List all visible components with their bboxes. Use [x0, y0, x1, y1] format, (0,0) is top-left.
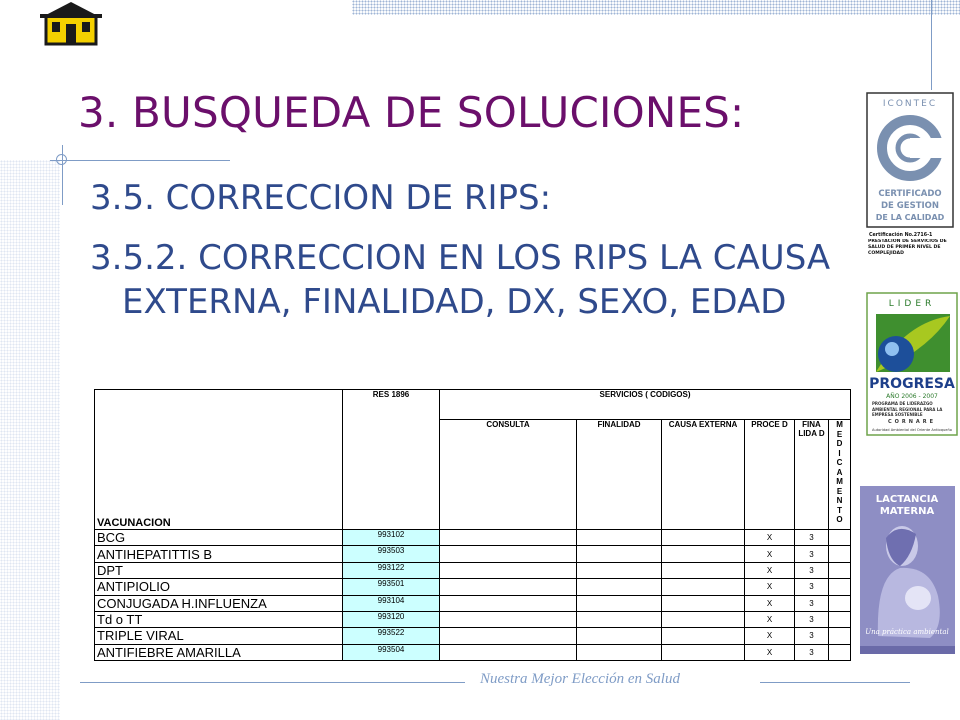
consulta-cell [440, 546, 577, 562]
vaccine-code: 993102 [343, 530, 440, 546]
footer-divider-left [80, 682, 465, 683]
vaccine-name: CONJUGADA H.INFLUENZA [95, 595, 343, 611]
vaccine-code: 993104 [343, 595, 440, 611]
table-row [95, 562, 851, 578]
table-header-row [95, 390, 851, 420]
vaccine-name: ANTIHEPATITTIS B [95, 546, 343, 562]
causa-externa-cell [662, 562, 745, 578]
table-row [95, 530, 851, 546]
slide-title: 3. BUSQUEDA DE SOLUCIONES: [78, 88, 745, 137]
finalidad-cell [577, 644, 662, 660]
table-row [95, 595, 851, 611]
proced-mark: X [745, 595, 795, 611]
lider-progresa-logo [866, 292, 958, 436]
proced-mark: X [745, 546, 795, 562]
icontec-line3: DE LA CALIDAD [875, 213, 945, 222]
vaccine-code: 993503 [343, 546, 440, 562]
causa-externa-cell [662, 546, 745, 562]
finalidad-cell [577, 546, 662, 562]
vaccine-code: 993501 [343, 579, 440, 595]
medicamento-header-text: M E D I C A M E N T O [836, 420, 843, 524]
causa-externa-cell [662, 579, 745, 595]
consulta-cell [440, 562, 577, 578]
proced-mark: X [745, 644, 795, 660]
medicamento-cell [829, 595, 851, 611]
consulta-header: CONSULTA [440, 420, 577, 530]
finalidad-value: 3 [795, 530, 829, 546]
lider-name: PROGRESA [869, 376, 955, 392]
medicamento-cell [829, 530, 851, 546]
servicios-header: SERVICIOS ( CODIGOS) [440, 390, 851, 420]
decorative-vertical-line [931, 0, 932, 90]
proced-mark: X [745, 579, 795, 595]
finalidad-value: 3 [795, 562, 829, 578]
causa-externa-cell [662, 530, 745, 546]
icontec-description: PRESTACION DE SERVICIOS DE SALUD DE PRIMER NIVEL DE COMPLEJIDAD [868, 239, 947, 256]
res-1896-header: RES 1896 [343, 390, 440, 530]
icontec-certification-logo [866, 92, 954, 262]
lider-description: PROGRAMA DE LIDERAZGO AMBIENTAL REGIONAL PARA LA EMPRESA SOSTENIBLE [872, 401, 943, 417]
lider-org: CORNARE [887, 419, 937, 425]
proced-header: PROCE D [745, 420, 795, 530]
causa-externa-cell [662, 628, 745, 644]
vaccine-code: 993522 [343, 628, 440, 644]
finalidad-value: 3 [795, 611, 829, 627]
decorative-horizontal-line [50, 160, 230, 161]
consulta-cell [440, 611, 577, 627]
subsection-subtitle: 3.5.2. CORRECCION EN LOS RIPS LA CAUSA EXTERNA, FINALIDAD, DX, SEXO, EDAD [90, 238, 831, 322]
vaccine-name: DPT [95, 562, 343, 578]
finalidad-value: 3 [795, 628, 829, 644]
finalidad-cell [577, 611, 662, 627]
consulta-cell [440, 595, 577, 611]
lactancia-materna-logo [860, 486, 955, 654]
finalidad-value: 3 [795, 579, 829, 595]
rips-vaccination-table [94, 389, 851, 661]
finalidad-cell [577, 530, 662, 546]
vaccine-name: BCG [95, 530, 343, 546]
medicamento-cell [829, 611, 851, 627]
lactancia-line2: MATERNA [879, 506, 935, 517]
icontec-cert-number: Certificación No.2716-1 [869, 233, 933, 238]
medicamento-cell [829, 644, 851, 660]
finalidad-cell [577, 628, 662, 644]
lider-top-text: LIDER [888, 299, 936, 309]
vaccine-name: ANTIFIEBRE AMARILLA [95, 644, 343, 660]
table-row [95, 644, 851, 660]
home-icon[interactable] [38, 0, 104, 46]
dotted-left-column [0, 160, 60, 720]
consulta-cell [440, 530, 577, 546]
finalidad-value: 3 [795, 546, 829, 562]
proced-mark: X [745, 628, 795, 644]
footer-divider-right [760, 682, 910, 683]
vaccine-code: 993122 [343, 562, 440, 578]
finalidad-cell [577, 595, 662, 611]
footer-slogan: Nuestra Mejor Elección en Salud [480, 671, 680, 687]
lider-years: AÑO 2006 - 2007 [886, 393, 938, 400]
causa-externa-cell [662, 611, 745, 627]
finalidad-value: 3 [795, 644, 829, 660]
table-row [95, 628, 851, 644]
table-row [95, 546, 851, 562]
vaccine-name: TRIPLE VIRAL [95, 628, 343, 644]
lider-org-description: Autoridad Ambiental del Oriente Antioqueño [872, 428, 952, 432]
decorative-circle [56, 154, 67, 165]
consulta-cell [440, 579, 577, 595]
finalidad-cell [577, 562, 662, 578]
medicamento-cell [829, 546, 851, 562]
finalidad-d-header: FINA LIDA D [795, 420, 829, 530]
dotted-top-band [352, 0, 960, 15]
vaccine-name: Td o TT [95, 611, 343, 627]
vaccine-code: 993504 [343, 644, 440, 660]
vaccine-name: ANTIPIOLIO [95, 579, 343, 595]
table-row [95, 579, 851, 595]
icontec-line1: CERTIFICADO [878, 189, 942, 199]
medicamento-cell [829, 562, 851, 578]
proced-mark: X [745, 562, 795, 578]
causa-externa-header: CAUSA EXTERNA [662, 420, 745, 530]
table-row [95, 611, 851, 627]
consulta-cell [440, 628, 577, 644]
icontec-brand-text: ICONTEC [882, 99, 938, 109]
lactancia-tagline: Una práctica ambiental [865, 628, 949, 636]
proced-mark: X [745, 611, 795, 627]
finalidad-cell [577, 579, 662, 595]
medicamento-cell [829, 579, 851, 595]
medicamento-cell [829, 628, 851, 644]
vaccine-code: 993120 [343, 611, 440, 627]
finalidad-value: 3 [795, 595, 829, 611]
causa-externa-cell [662, 595, 745, 611]
proced-mark: X [745, 530, 795, 546]
vacunacion-header: VACUNACION [95, 390, 343, 530]
section-subtitle: 3.5. CORRECCION DE RIPS: [90, 178, 552, 218]
lactancia-line1: LACTANCIA [875, 494, 939, 505]
icontec-line2: DE GESTION [880, 201, 940, 211]
finalidad-header: FINALIDAD [577, 420, 662, 530]
causa-externa-cell [662, 644, 745, 660]
consulta-cell [440, 644, 577, 660]
medicamento-header [829, 420, 851, 530]
